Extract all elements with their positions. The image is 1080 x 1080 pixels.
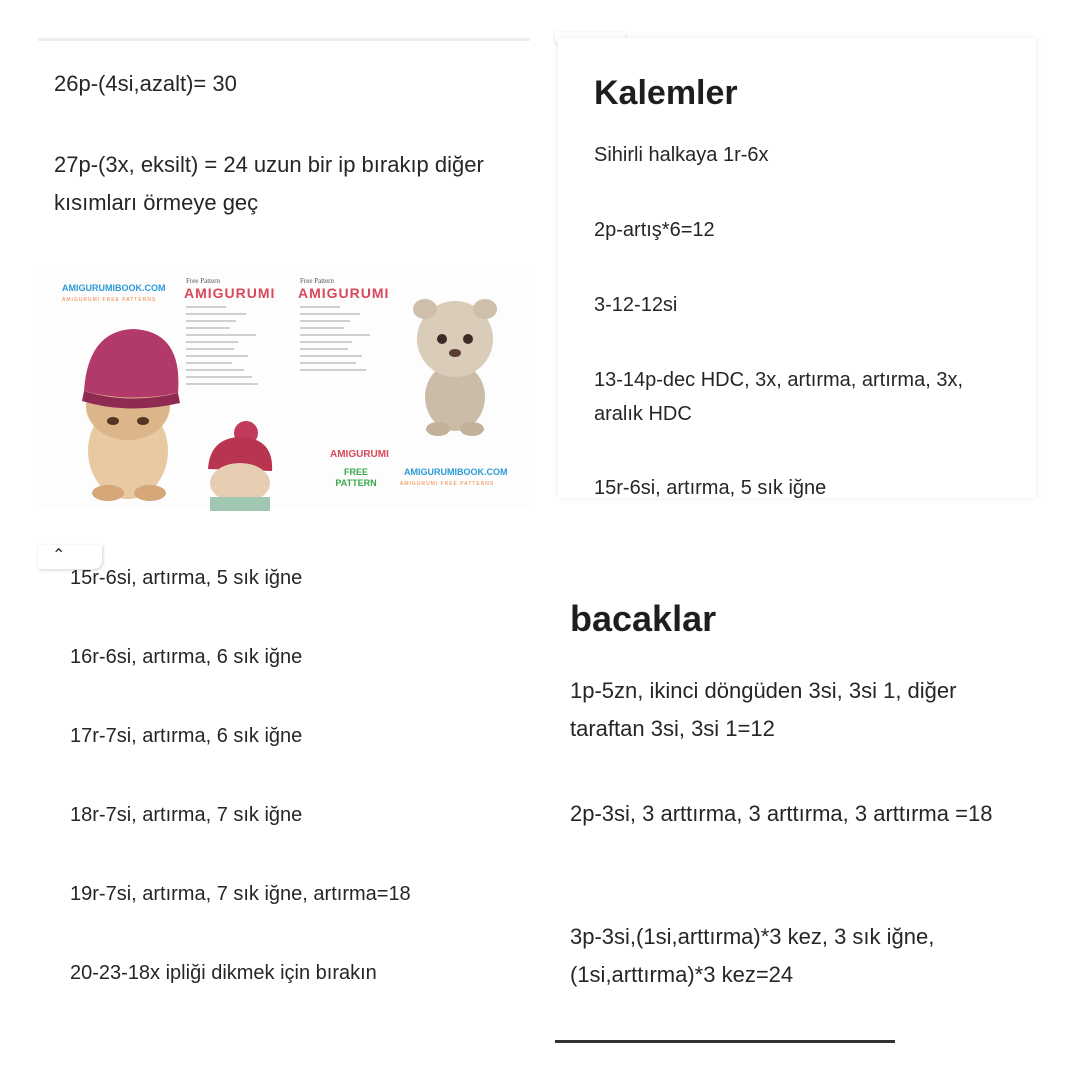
instruction-row: 3p-3si,(1si,arttırma)*3 kez, 3 sık iğne, (1si,arttırma)*3 kez=24 [570, 924, 935, 987]
teddy-bear-image [400, 287, 510, 437]
instruction-row: 2p-artış*6=12 [594, 219, 715, 241]
pattern-header-1: Free Pattern [186, 277, 221, 285]
bottom-right-panel [555, 580, 1035, 1050]
instruction-row: 20-23-18x ipliği dikmek için bırakın [70, 962, 377, 984]
site-tagline-right: AMIGURUMI FREE PATTERNS [400, 481, 495, 487]
instruction-row: 16r-6si, artırma, 6 sık iğne [70, 646, 303, 668]
instruction-row: 18r-7si, artırma, 7 sık iğne [70, 804, 303, 826]
pattern-image-strip [38, 271, 530, 509]
site-tagline-left: AMIGURUMI FREE PATTERNS [62, 297, 157, 303]
instruction-row: 3-12-12si [594, 294, 678, 316]
top-left-panel [38, 38, 530, 509]
instruction-row: 19r-7si, artırma, 7 sık iğne, artırma=18 [70, 883, 411, 905]
free-pattern-label: FREE PATTERN [335, 467, 377, 488]
row-27-text: 27p-(3x, eksilt) = 24 uzun bir ip bırakıp diğer kısımları örmeye geç [54, 152, 484, 215]
section-heading-kalemler: Kalemler [594, 74, 738, 112]
instruction-row: 2p-3si, 3 arttırma, 3 arttırma, 3 arttırma =18 [570, 801, 993, 826]
instruction-row: 1p-5zn, ikinci döngüden 3si, 3si 1, diğer taraftan 3si, 3si 1=12 [570, 678, 957, 741]
instruction-row: 15r-6si, artırma, 5 sık iğne [594, 477, 827, 499]
chevron-up-icon[interactable]: ⌃ [52, 547, 66, 564]
instruction-row: 15r-6si, artırma, 5 sık iğne [70, 567, 303, 589]
pattern-header-2: Free Pattern [300, 277, 335, 285]
pattern-title-1: AMIGURUMI [184, 285, 276, 301]
instruction-row: 17r-7si, artırma, 6 sık iğne [70, 725, 303, 747]
pattern-title-2: AMIGURUMI [298, 285, 390, 301]
cat-pink-hat-image [68, 311, 198, 501]
pattern-title-3: AMIGURUMI [330, 449, 389, 460]
bottom-left-panel [38, 545, 530, 1015]
site-name-right: AMIGURUMIBOOK.COM [404, 467, 508, 477]
row-26-text: 26p-(4si,azalt)= 30 [54, 71, 237, 96]
section-heading-bacaklar: bacaklar [570, 598, 717, 639]
instruction-row: Sihirli halkaya 1r-6x [594, 144, 769, 166]
site-name-left: AMIGURUMIBOOK.COM [62, 283, 166, 293]
instruction-row: 13-14p-dec HDC, 3x, artırma, artırma, 3x, aralık HDC [594, 369, 964, 425]
divider-line [555, 1040, 895, 1043]
cat-beanie-image [198, 421, 278, 511]
top-right-panel [558, 38, 1036, 498]
